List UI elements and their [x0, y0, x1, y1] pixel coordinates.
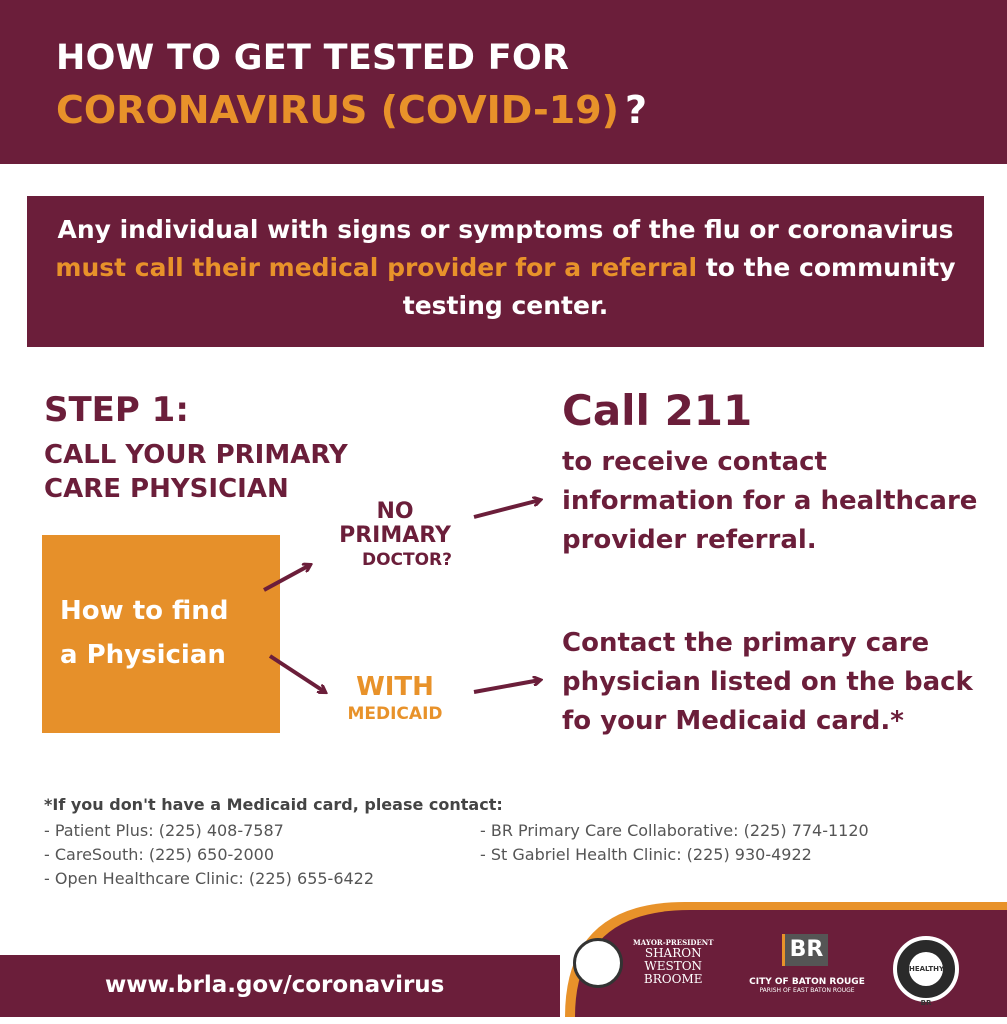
- header-band: [0, 0, 1007, 164]
- contact-item: - CareSouth: (225) 650-2000: [44, 845, 275, 864]
- city-of-baton-rouge-logo: [747, 977, 867, 994]
- step1-subtitle: CALL YOUR PRIMARY CARE PHYSICIAN: [44, 440, 348, 504]
- find-physician-text: [60, 589, 228, 677]
- br-parish-name: PARISH OF EAST BATON ROUGE: [759, 987, 855, 994]
- medicaid-footnote: [44, 795, 503, 814]
- header-title-question-mark: ?: [625, 88, 648, 132]
- with-medicaid-line2: MEDICAID: [347, 704, 443, 724]
- no-primary-line3: DOCTOR?: [361, 550, 453, 570]
- contact-item: - Open Healthcare Clinic: (225) 655-6422: [44, 869, 375, 888]
- partner-logos: [525, 902, 1007, 1017]
- footnote-title: *If you don't have a Medicaid card, please contact:: [44, 795, 503, 814]
- step1-title: STEP 1:: [44, 390, 189, 430]
- referral-banner: [27, 196, 984, 347]
- banner-text-part2: to the community testing center.: [402, 253, 956, 320]
- contacts-right-list: [480, 819, 869, 867]
- mayor-name-line1: SHARON: [644, 946, 702, 960]
- mayor-name-line2: WESTON: [644, 959, 703, 973]
- find-physician-box: [42, 535, 280, 733]
- contact-item: - St Gabriel Health Clinic: (225) 930-4922: [480, 845, 812, 864]
- contact-item: - Patient Plus: (225) 408-7587: [44, 821, 284, 840]
- no-primary-line2: PRIMARY: [339, 523, 451, 548]
- contacts-left-list: [44, 819, 374, 891]
- website-link[interactable]: www.brla.gov/coronavirus: [105, 972, 445, 998]
- header-title-line1: HOW TO GET TESTED FOR: [56, 38, 570, 78]
- header-title-highlight: CORONAVIRUS (COVID-19): [56, 88, 620, 132]
- arrow-to-call-211-icon: [474, 500, 540, 517]
- find-physician-line1: How to find: [60, 596, 229, 626]
- with-medicaid-line1: WITH: [356, 672, 434, 702]
- mayor-name-line3: BROOME: [643, 972, 703, 986]
- br-logo-icon: BR: [782, 934, 828, 966]
- call-211-title: Call 211: [562, 386, 753, 435]
- no-primary-line1: NO: [376, 499, 414, 524]
- arrow-to-contact-physician-icon: [474, 680, 540, 692]
- br-city-name: CITY OF BATON ROUGE: [749, 977, 865, 987]
- contact-item: - BR Primary Care Collaborative: (225) 774-1120: [480, 821, 869, 840]
- banner-text-highlight: must call their medical provider for a referral: [55, 253, 698, 282]
- no-primary-doctor-label: [330, 500, 460, 572]
- with-medicaid-label: [330, 672, 460, 724]
- mayor-president-logo: [633, 938, 713, 986]
- contact-physician-description: Contact the primary care physician listed on the back fo your Medicaid card.*: [562, 628, 973, 736]
- call-211-description: to receive contact information for a healthcare provider referral.: [562, 447, 978, 555]
- healthy-br-label: HEALTHY BR: [909, 952, 943, 986]
- mayor-seal-icon: [573, 938, 623, 988]
- find-physician-line2: a Physician: [60, 640, 226, 670]
- banner-text-part1: Any individual with signs or symptoms of the flu or coronavirus: [57, 215, 954, 244]
- mayor-label: MAYOR-PRESIDENT: [633, 938, 714, 947]
- healthy-br-seal-icon: [893, 936, 959, 1007]
- header-title-line2: [56, 88, 647, 132]
